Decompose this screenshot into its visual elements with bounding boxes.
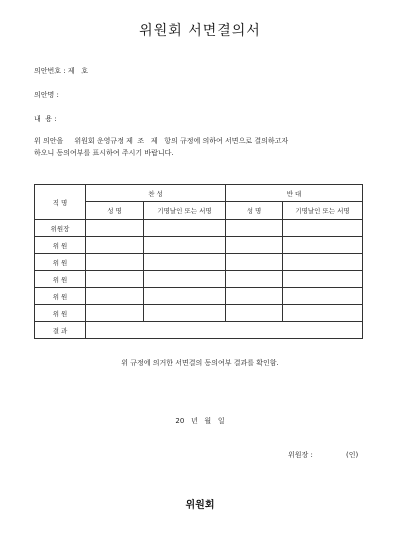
table-row bbox=[35, 288, 363, 305]
table-header-row bbox=[35, 185, 363, 202]
cell-for-name bbox=[86, 305, 144, 322]
row-label: 위 원 bbox=[35, 288, 86, 305]
against-sign-header: 기명날인 또는 서명 bbox=[283, 202, 363, 220]
cell-for-name bbox=[86, 271, 144, 288]
row-label: 위 원 bbox=[35, 305, 86, 322]
cell-for-sign bbox=[144, 288, 226, 305]
for-name-header: 성 명 bbox=[86, 202, 144, 220]
cell-against-sign bbox=[283, 305, 363, 322]
row-label: 위 원 bbox=[35, 237, 86, 254]
body-line-2: 하오니 동의여부를 표시하여 주시기 바랍니다. bbox=[34, 149, 174, 157]
cell-for-sign bbox=[144, 237, 226, 254]
document-title: 위원회 서면결의서 bbox=[139, 23, 261, 39]
table-row bbox=[35, 220, 363, 237]
against-header: 반 대 bbox=[226, 185, 363, 202]
for-sign-header: 기명날인 또는 서명 bbox=[144, 202, 226, 220]
cell-for-name bbox=[86, 220, 144, 237]
against-name-header: 성 명 bbox=[226, 202, 283, 220]
cell-for-name bbox=[86, 288, 144, 305]
result-row bbox=[35, 322, 363, 339]
table-row bbox=[35, 305, 363, 322]
cell-against-name bbox=[226, 237, 283, 254]
result-cell bbox=[86, 322, 363, 339]
row-label: 위 원 bbox=[35, 254, 86, 271]
cell-against-name bbox=[226, 220, 283, 237]
content-field: 내 용 : bbox=[34, 115, 57, 123]
row-label: 위원장 bbox=[35, 220, 86, 237]
cell-for-name bbox=[86, 237, 144, 254]
cell-for-sign bbox=[144, 271, 226, 288]
cell-against-sign bbox=[283, 271, 363, 288]
table-row bbox=[35, 237, 363, 254]
table-row bbox=[35, 254, 363, 271]
cell-against-sign bbox=[283, 254, 363, 271]
cell-against-name bbox=[226, 305, 283, 322]
row-label: 결 과 bbox=[35, 322, 86, 339]
agenda-number-field: 의안번호 : 제 호 bbox=[34, 67, 89, 75]
cell-against-name bbox=[226, 271, 283, 288]
position-header: 직 명 bbox=[35, 185, 86, 220]
cell-against-sign bbox=[283, 237, 363, 254]
seal-mark: (인) bbox=[346, 451, 359, 459]
date-line: 20 년 월 일 bbox=[175, 417, 225, 425]
table-row bbox=[35, 271, 363, 288]
agenda-name-field: 의안명 : bbox=[34, 91, 59, 99]
vote-table bbox=[34, 184, 363, 339]
cell-against-name bbox=[226, 254, 283, 271]
confirm-text: 위 규정에 의거한 서면결의 동의여부 결과를 확인함. bbox=[121, 359, 279, 367]
cell-for-name bbox=[86, 254, 144, 271]
cell-against-sign bbox=[283, 288, 363, 305]
chair-signature-label: 위원장 : bbox=[288, 451, 313, 459]
body-line-1: 위 의안을 위원회 운영규정 제 조 제 항의 규정에 의하여 서면으로 결의하고자 bbox=[34, 137, 289, 145]
cell-against-sign bbox=[283, 220, 363, 237]
row-label: 위 원 bbox=[35, 271, 86, 288]
cell-for-sign bbox=[144, 220, 226, 237]
for-header: 찬 성 bbox=[86, 185, 226, 202]
cell-against-name bbox=[226, 288, 283, 305]
cell-for-sign bbox=[144, 305, 226, 322]
cell-for-sign bbox=[144, 254, 226, 271]
organization-name: 위원회 bbox=[185, 500, 215, 511]
